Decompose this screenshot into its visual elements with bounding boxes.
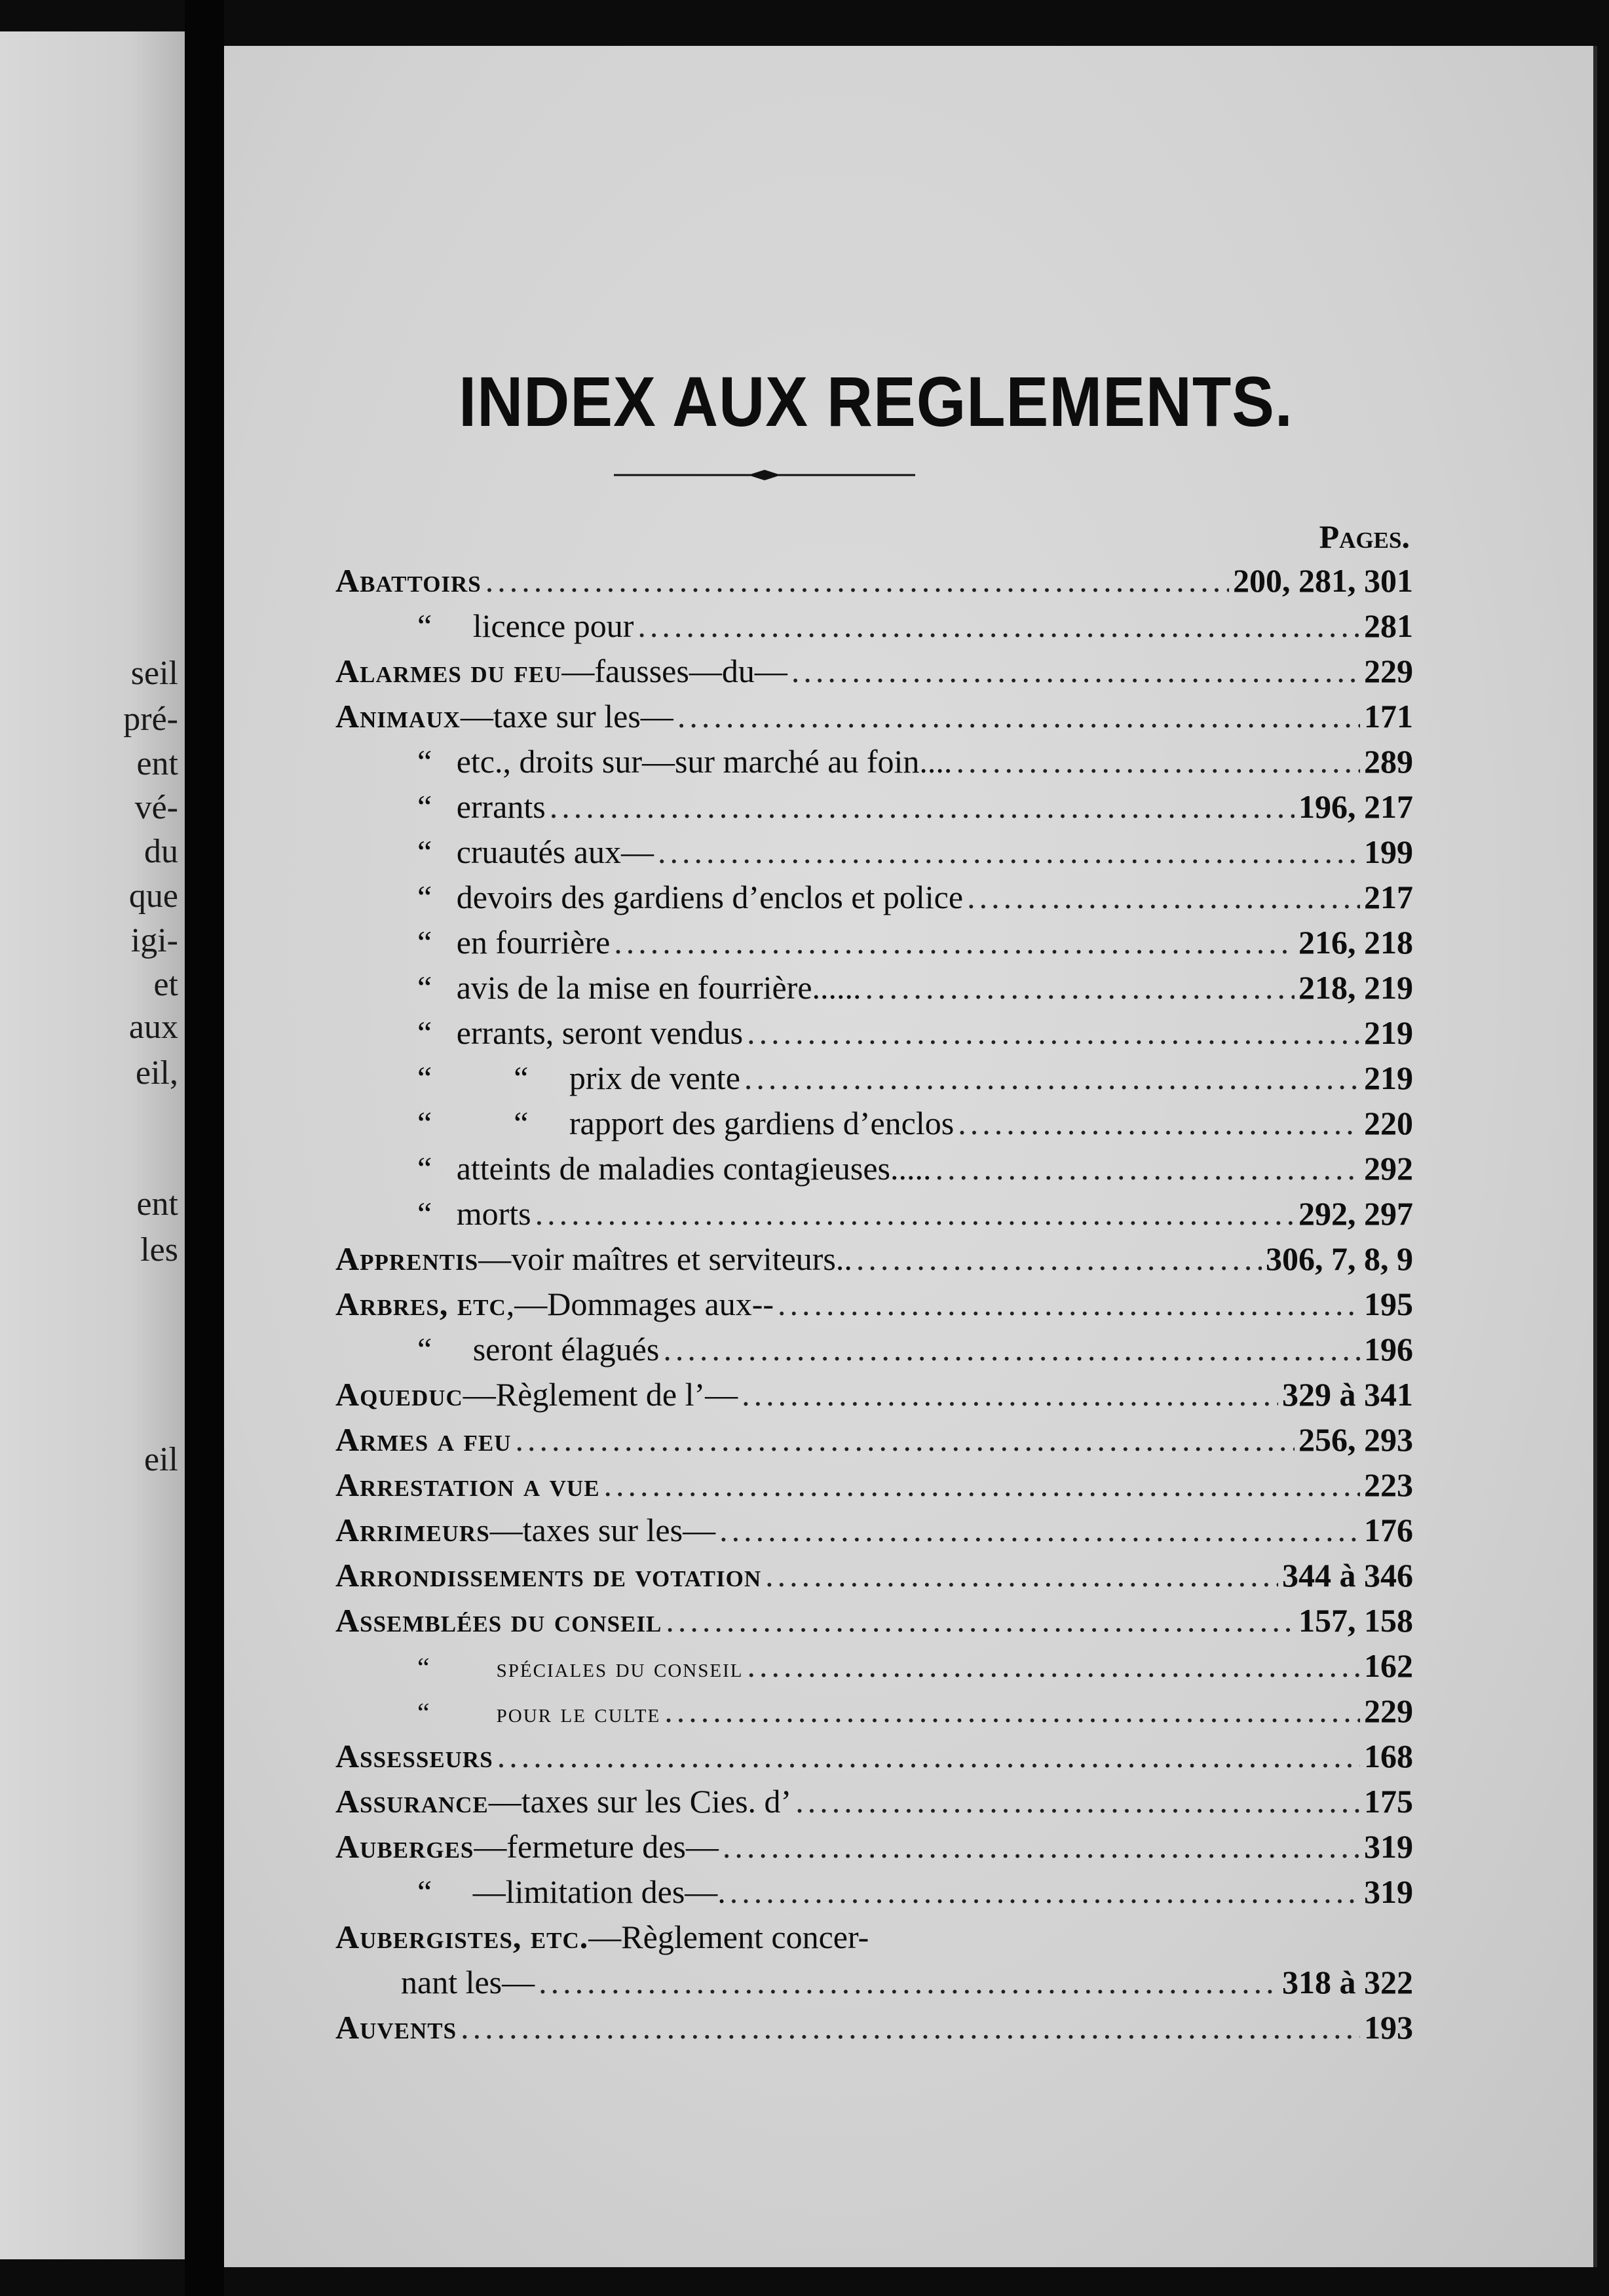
- dot-leader: [516, 1421, 1295, 1459]
- index-entry: [335, 742, 1413, 788]
- entry-term: Aqueduc: [335, 1376, 463, 1413]
- facing-page-fragment: seil: [130, 655, 178, 692]
- index-entry: [335, 1149, 1413, 1195]
- entry-pages: 168: [1364, 1738, 1413, 1774]
- entry-pages: 162: [1364, 1647, 1413, 1684]
- entry-pages: 256, 293: [1298, 1421, 1413, 1458]
- dot-leader: [550, 788, 1295, 826]
- entry-pages: 200, 281, 301: [1233, 562, 1413, 599]
- entry-term: Arrondissements de votation: [335, 1557, 762, 1594]
- facing-page-fragment: ent: [136, 1185, 178, 1223]
- entry-text: “ spéciales du conseil: [417, 1653, 744, 1683]
- entry-pages: 223: [1364, 1466, 1413, 1503]
- entry-text: “ errants: [417, 788, 546, 825]
- facing-page-fragment: eil: [144, 1441, 178, 1478]
- entry-term: Auvents: [335, 2009, 457, 2046]
- entry-text: nant les—: [401, 1964, 535, 2000]
- index-entry: [335, 1240, 1413, 1285]
- dot-leader: [795, 1782, 1360, 1820]
- index-page: [224, 46, 1597, 2267]
- dot-leader: [604, 1466, 1360, 1504]
- entry-term: Auberges: [335, 1828, 474, 1865]
- entry-text: “ morts: [417, 1195, 531, 1232]
- entry-pages: 344 à 346: [1282, 1557, 1413, 1594]
- index-entry: [335, 1873, 1413, 1918]
- index-entry: [335, 1466, 1413, 1511]
- entry-text: “ —limitation des—.: [417, 1873, 726, 1910]
- dot-leader: [967, 878, 1360, 916]
- entry-pages: 306, 7, 8, 9: [1266, 1240, 1413, 1277]
- entry-pages: 229: [1364, 1693, 1413, 1729]
- facing-page-fragment: du: [144, 833, 178, 870]
- dot-leader: [935, 1149, 1360, 1187]
- book-gutter: [185, 0, 224, 2296]
- entry-pages: 193: [1364, 2009, 1413, 2046]
- dot-leader: [637, 607, 1360, 645]
- entry-term: Assurance: [335, 1783, 489, 1820]
- index-entry: [335, 1195, 1413, 1240]
- index-entry: [335, 833, 1413, 878]
- index-entry: [335, 1330, 1413, 1375]
- entry-pages: 216, 218: [1298, 924, 1413, 961]
- entry-pages: 329 à 341: [1282, 1376, 1413, 1413]
- dot-leader: [778, 1285, 1360, 1323]
- entry-text: “ seront élagués: [417, 1331, 660, 1368]
- entry-text: —taxe sur les—: [460, 698, 673, 735]
- facing-page-fragment: ent: [136, 745, 178, 782]
- entry-pages: 318 à 322: [1282, 1964, 1413, 2000]
- dot-leader: [856, 1240, 1262, 1278]
- entry-term: Apprentis: [335, 1240, 479, 1277]
- entry-pages: 196, 217: [1298, 788, 1413, 825]
- entry-pages: 157, 158: [1298, 1602, 1413, 1639]
- index-entry: [335, 1556, 1413, 1601]
- index-entry: [335, 607, 1413, 652]
- facing-page-fragment: que: [128, 877, 178, 915]
- entry-pages: 218, 219: [1298, 969, 1413, 1006]
- entry-text: —taxes sur les—: [489, 1512, 716, 1548]
- entry-pages: 175: [1364, 1783, 1413, 1820]
- entry-pages: 292, 297: [1298, 1195, 1413, 1232]
- dot-leader: [719, 1511, 1360, 1549]
- entry-text: “ atteints de maladies contagieuses.....: [417, 1150, 932, 1187]
- entry-pages: 281: [1364, 607, 1413, 644]
- index-entry: [335, 1963, 1413, 2008]
- dot-leader: [614, 923, 1295, 961]
- index-entry: [335, 878, 1413, 923]
- entry-text: —taxes sur les Cies. d’: [488, 1783, 792, 1820]
- dot-leader: [730, 1873, 1360, 1911]
- dot-leader: [744, 1059, 1360, 1097]
- entry-term: Abattoirs: [335, 562, 482, 599]
- index-entry: [335, 652, 1413, 697]
- entry-pages: 289: [1364, 743, 1413, 780]
- facing-page-fragment: et: [153, 966, 178, 1003]
- index-entry: [335, 2008, 1413, 2054]
- entry-pages: 219: [1364, 1060, 1413, 1096]
- entry-text: “ devoirs des gardiens d’enclos et police: [417, 879, 964, 915]
- index-entry: [335, 923, 1413, 968]
- facing-page-fragment: vé-: [134, 789, 178, 826]
- index-entry: [335, 1059, 1413, 1104]
- entry-text: “ “ rapport des gardiens d’enclos: [417, 1105, 955, 1141]
- dot-leader: [461, 2008, 1360, 2046]
- dot-leader: [865, 968, 1295, 1006]
- entry-text: —Règlement concer-: [588, 1919, 869, 1955]
- entry-text: “ etc., droits sur—sur marché au foin....: [417, 743, 953, 780]
- entry-pages: 229: [1364, 653, 1413, 689]
- index-entries: [335, 562, 1413, 2054]
- entry-pages: 199: [1364, 833, 1413, 870]
- facing-page: [0, 31, 185, 2259]
- index-entry: [335, 1375, 1413, 1421]
- entry-text: “ en fourrière: [417, 924, 611, 961]
- index-entry: [335, 697, 1413, 742]
- facing-page-fragment: aux: [128, 1008, 178, 1046]
- entry-term: Arrimeurs: [335, 1512, 490, 1548]
- entry-pages: 319: [1364, 1873, 1413, 1910]
- dot-leader: [742, 1375, 1278, 1413]
- entry-pages: 319: [1364, 1828, 1413, 1865]
- page-title: INDEX AUX REGLEMENTS.: [459, 362, 1293, 441]
- entry-pages: 171: [1364, 698, 1413, 735]
- entry-pages: 219: [1364, 1014, 1413, 1051]
- entry-text: —fausses—du—: [561, 653, 787, 689]
- entry-text: “ pour le culte: [417, 1698, 661, 1729]
- index-entry: [335, 1014, 1413, 1059]
- dot-leader: [677, 697, 1360, 735]
- entry-term: Assemblées du conseil: [335, 1602, 662, 1639]
- entry-pages: 196: [1364, 1331, 1413, 1368]
- index-entry: [335, 1421, 1413, 1466]
- facing-page-fragment: igi-: [130, 922, 178, 959]
- entry-text: ,—Dommages aux--: [506, 1286, 774, 1322]
- pages-column-header: Pages.: [1319, 518, 1410, 555]
- index-entry: [335, 968, 1413, 1014]
- entry-term: Arbres, etc: [335, 1286, 506, 1322]
- facing-page-fragment: les: [140, 1231, 178, 1269]
- entry-pages: 292: [1364, 1150, 1413, 1187]
- entry-term: Arrestation a vue: [335, 1466, 600, 1503]
- dot-leader: [791, 652, 1360, 690]
- dot-leader: [539, 1963, 1278, 2001]
- entry-pages: 217: [1364, 879, 1413, 915]
- entry-term: Armes a feu: [335, 1421, 512, 1458]
- dot-leader: [535, 1195, 1295, 1233]
- entry-text: —Règlement de l’—: [463, 1376, 738, 1413]
- dot-leader: [956, 742, 1360, 780]
- entry-pages: 220: [1364, 1105, 1413, 1141]
- dot-leader: [497, 1737, 1360, 1775]
- entry-text: “ errants, seront vendus: [417, 1014, 744, 1051]
- dot-leader: [747, 1014, 1360, 1052]
- entry-text: —fermeture des—: [474, 1828, 719, 1865]
- entry-text: “ licence pour: [417, 607, 634, 644]
- dot-leader: [664, 1692, 1360, 1730]
- entry-text: “ avis de la mise en fourrière......: [417, 969, 861, 1006]
- dot-leader: [658, 833, 1360, 871]
- facing-page-fragment: pré-: [123, 700, 178, 738]
- index-entry: [335, 1601, 1413, 1647]
- dot-leader: [958, 1104, 1360, 1142]
- index-entry: [335, 788, 1413, 833]
- index-entry: [335, 1647, 1413, 1692]
- index-entry: [335, 1782, 1413, 1827]
- entry-pages: 176: [1364, 1512, 1413, 1548]
- entry-text: “ “ prix de vente: [417, 1060, 740, 1096]
- dot-leader: [663, 1330, 1360, 1368]
- facing-page-fragment: eil,: [136, 1054, 178, 1092]
- entry-text: “ cruautés aux—: [417, 833, 654, 870]
- title-ornament: [614, 469, 915, 482]
- index-entry: [335, 1918, 1413, 1963]
- entry-term: Aubergistes, etc.: [335, 1919, 589, 1955]
- dot-leader: [485, 562, 1229, 600]
- entry-term: Assesseurs: [335, 1738, 493, 1774]
- index-entry: [335, 1285, 1413, 1330]
- dot-leader: [747, 1647, 1360, 1685]
- dot-leader: [723, 1827, 1360, 1866]
- entry-term: Alarmes du feu: [335, 653, 562, 689]
- dot-leader: [765, 1556, 1278, 1594]
- entry-text: —voir maîtres et serviteurs..: [478, 1240, 852, 1277]
- index-entry: [335, 1827, 1413, 1873]
- index-entry: [335, 1737, 1413, 1782]
- index-entry: [335, 562, 1413, 607]
- entry-pages: 195: [1364, 1286, 1413, 1322]
- entry-term: Animaux: [335, 698, 461, 735]
- index-entry: [335, 1692, 1413, 1737]
- dot-leader: [666, 1601, 1295, 1639]
- index-entry: [335, 1104, 1413, 1149]
- index-entry: [335, 1511, 1413, 1556]
